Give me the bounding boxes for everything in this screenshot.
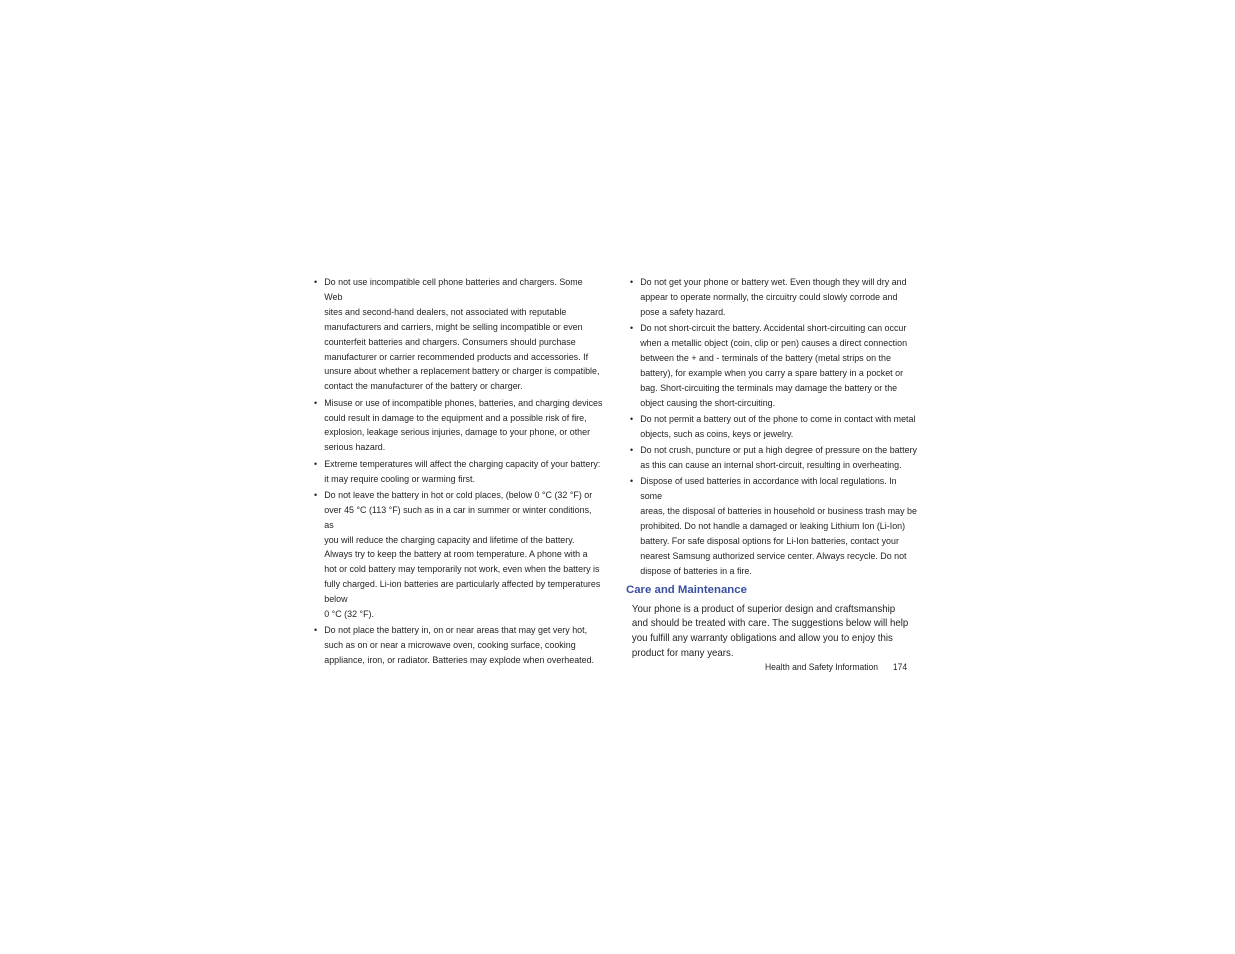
bullet-list-right: [630, 276, 920, 580]
page-footer: [765, 661, 907, 673]
list-item: [314, 489, 603, 623]
bullet-dot: •: [314, 458, 318, 470]
list-item-text: Do not place the battery in, on or near areas that may get very hot, such as on or near a microwave oven, cooking surface, cooking appliance, iron, or radiator. Batteries may explode when overheated.: [324, 625, 595, 667]
list-item: [314, 458, 603, 488]
list-item-text: Do not crush, puncture or put a high degree of pressure on the battery as this can cause an internal short-circuit, resulting in overheating.: [640, 445, 917, 472]
list-item: [630, 413, 919, 443]
bullet-list-left: [314, 276, 604, 669]
section-heading: Care and Maintenance: [626, 583, 747, 596]
list-item-text: Do not use incompatible cell phone batteries and chargers. Some Web sites and second-hand dealers, not associated with reputable manufacturers and carriers, might be selling incompatible or even counterfeit batteries and chargers. Consumers should purchase manufacturer or carrier recommended products and accessories. If unsure about whether a replacement battery or charger is compatible, contact the manufacturer of the battery or charger.: [324, 277, 600, 393]
body-paragraph: Your phone is a product of superior design and craftsmanship and should be treated with care. The suggestions below will help you fulfill any warranty obligations and allow you to enjoy this product for many years.: [631, 603, 909, 660]
page-number: 174: [892, 662, 908, 672]
list-item: [630, 444, 919, 474]
list-item-text: Dispose of used batteries in accordance with local regulations. In some areas, the disposal of batteries in household or business trash may be prohibited. Do not handle a damaged or leaking Lithium Ion (Li-Ion) battery. For safe disposal options for Li-Ion batteries, contact your nearest Samsung authorized service center. Always recycle. Do not dispose of batteries in a fire.: [640, 476, 917, 577]
bullet-dot: •: [314, 397, 318, 409]
left-column: [314, 276, 604, 671]
bullet-dot: •: [314, 625, 318, 637]
bullet-dot: •: [630, 323, 634, 335]
list-item-text: Do not permit a battery out of the phone to come in contact with metal objects, such as coins, keys or jewelry.: [640, 413, 916, 440]
bullet-dot: •: [630, 413, 634, 425]
bullet-dot: •: [630, 445, 634, 457]
bullet-dot: •: [314, 489, 318, 501]
list-item: [314, 276, 603, 395]
list-item-text: Do not get your phone or battery wet. Even though they will dry and appear to operate normally, the circuitry could slowly corrode and pose a safety hazard.: [640, 277, 907, 318]
list-item-text: Misuse or use of incompatible phones, batteries, and charging devices could result in damage to the equipment and a possible risk of fire, explosion, leakage serious injuries, damage to your phone, or other serious hazard.: [324, 397, 603, 454]
list-item-text: Do not short-circuit the battery. Accidental short-circuiting can occur when a metallic object (coin, clip or pen) causes a direct connection between the + and - terminals of the battery (metal strips on the battery), for example when you carry a spare battery in a pocket or bag. Short-circuiting the terminals may damage the battery or the object causing the short-circuiting.: [640, 323, 908, 409]
right-column: [626, 276, 920, 662]
list-item: [630, 322, 919, 411]
list-item: [314, 624, 603, 669]
list-item: [630, 475, 919, 579]
list-item: [314, 397, 603, 457]
list-item-text: Do not leave the battery in hot or cold places, (below 0 °C (32 °F) or over 45 °C (113 °F) such as in a car in summer or winter conditions, as you will reduce the charging capacity and lifetime of the battery. Always try to keep the battery at room temperature. A phone with a hot or cold battery may temporarily not work, even when the battery is fully charged. Li-ion batteries are particularly affected by temperatures below 0 °C (32 °F).: [324, 489, 601, 621]
bullet-dot: •: [630, 277, 634, 288]
list-item: [630, 276, 919, 321]
bullet-dot: •: [314, 277, 318, 288]
footer-section-title: Health and Safety Information: [765, 662, 879, 672]
list-item-text: Extreme temperatures will affect the charging capacity of your battery: it may require cooling or warming first.: [324, 458, 601, 485]
bullet-dot: •: [630, 476, 634, 488]
